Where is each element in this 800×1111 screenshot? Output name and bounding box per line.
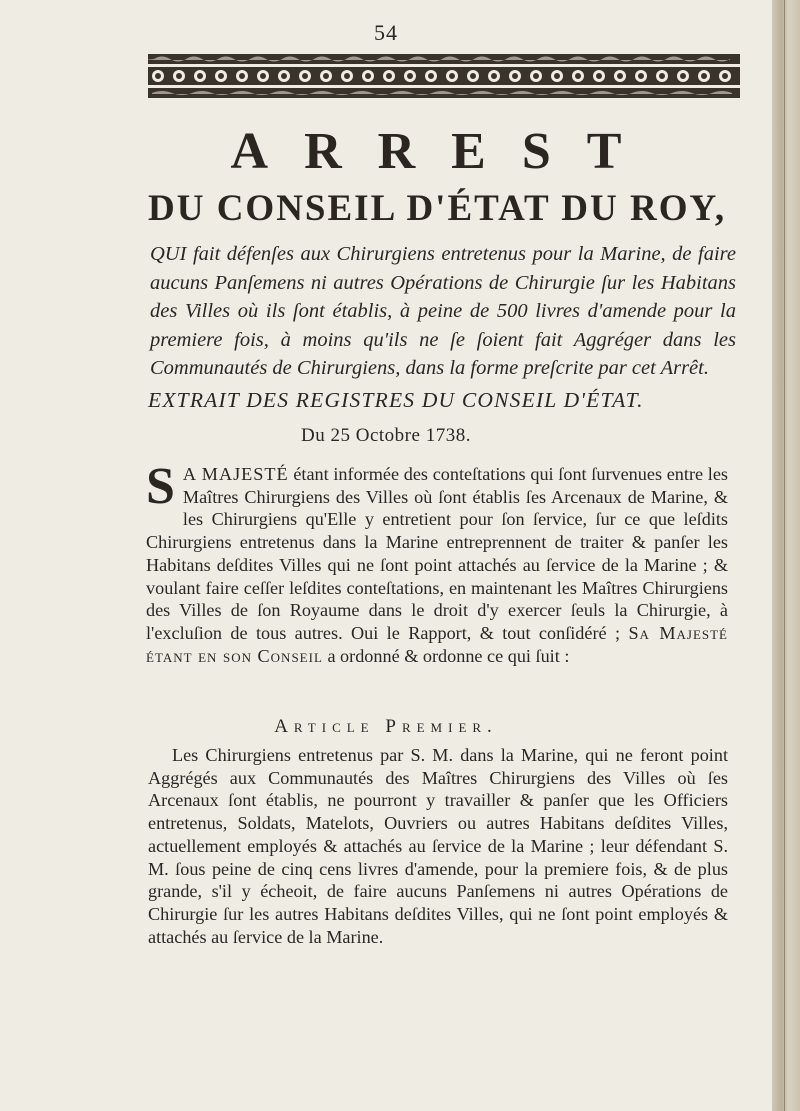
summary-paragraph: QUI fait défenſes aux Chirurgiens entretenus pour la Marine, de faire aucuns Panſemens ni autres Opérations de Chirurgie ſur les Habitans des Villes où ils ſont établis, à peine de 500 livres d'amende pour la premiere fois, à moins qu'ils ne ſe ſoient fait Aggréger dans les Communautés de Chirurgiens, dans la forme preſcrite par cet Arrêt. <box>150 243 736 379</box>
date-line: Du 25 Octobre 1738. <box>301 425 471 446</box>
page-fold-line <box>784 0 785 1111</box>
article-heading: Article Premier. <box>274 716 498 737</box>
document-subtitle: DU CONSEIL D'ÉTAT DU ROY, <box>148 188 727 229</box>
drop-cap: S <box>146 458 175 515</box>
page-edge <box>772 0 800 1111</box>
ornament-band <box>148 52 740 100</box>
intro-tail: a ordonné & ordonne ce qui ſuit : <box>322 645 570 666</box>
document-title: ARREST <box>230 123 658 180</box>
extrait-heading: EXTRAIT DES REGISTRES DU CONSEIL D'ÉTAT. <box>148 388 644 412</box>
intro-tail-smallcaps: Sa Majesté étant en son Conseil <box>146 622 728 666</box>
intro-lead: A MAJESTÉ <box>182 464 289 484</box>
intro-paragraph <box>146 458 728 667</box>
page-number: 54 <box>374 20 398 45</box>
intro-text: étant informée des conteſtations qui ſont ſurvenues entre les Maîtres Chirurgiens des Villes où ſont établis ſes Arcenaux de Marine, & les Chirurgiens qu'Elle y entretient pour ſon ſervice, ſur ce que leſdits Chirurgiens entretenus dans la Marine entreprennent de traiter & panſer les Habitans deſdites Villes qui ne ſont point attachés au ſervice de la Marine ; & voulant faire ceſſer leſdites conteſtations, en maintenant les Maîtres Chirurgiens des Villes de ſon Royaume dans le droit d'y exercer ſeuls la Chirurgie, à l'excluſion de tous autres. Oui le Rapport, & tout conſidéré ; <box>146 464 728 643</box>
article-body: Les Chirurgiens entretenus par S. M. dans la Marine, qui ne feront point Aggrégés aux Communautés des Maîtres Chirurgiens des Villes où ſes Arcenaux ſont établis, ne pourront y travailler & panſer que les Officiers entretenus, Soldats, Matelots, Ouvriers ou autres Habitans deſdites Villes, actuellement employés & attachés au ſervice de la Marine ; leur défendant S. M. ſous peine de cinq cens livres d'amende, pour la premiere fois, & de plus grande, s'il y écheoit, de faire aucuns Panſemens ni autres Opérations de Chirurgie ſur les autres Habitans deſdites Villes, qui ne ſont point employés & attachés au ſervice de la Marine. <box>148 745 728 947</box>
